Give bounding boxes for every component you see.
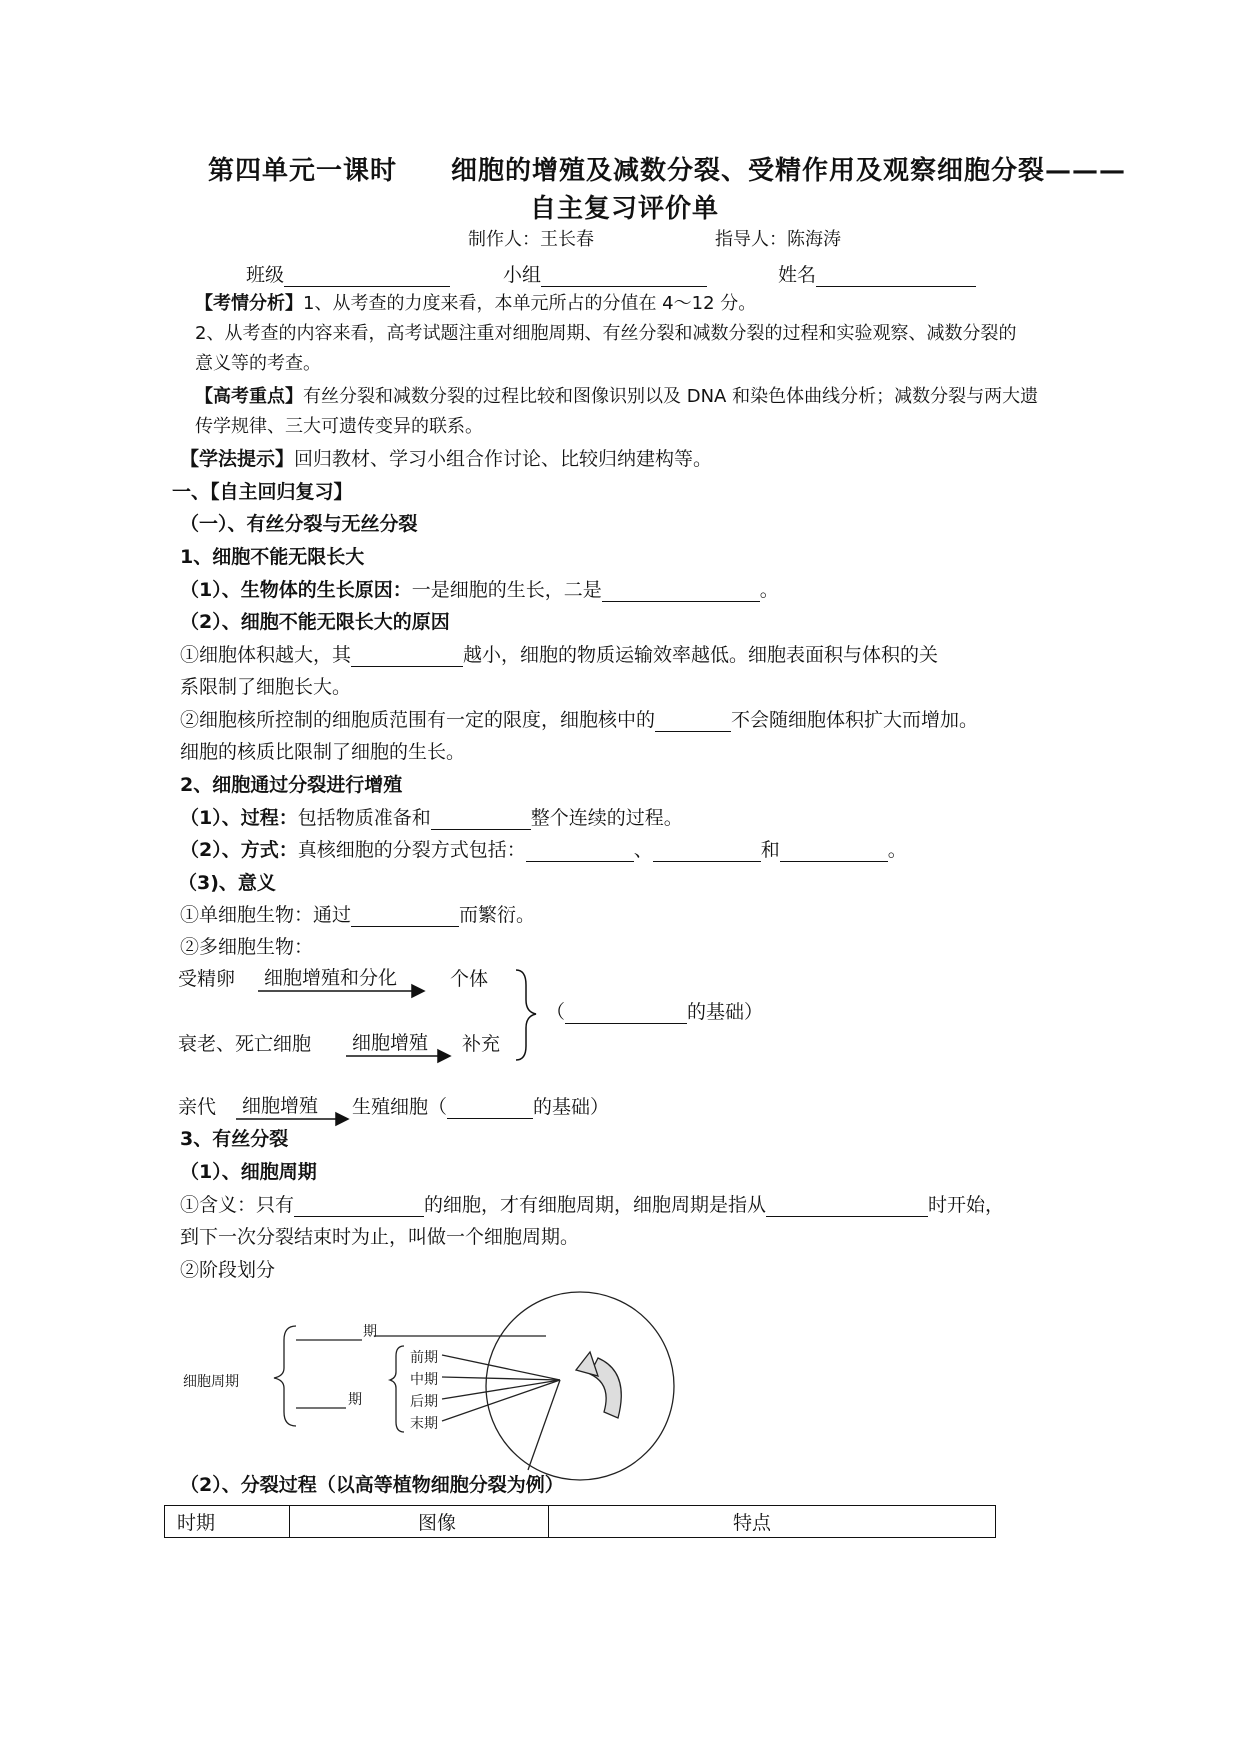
cycle-definition-cont: 到下一次分裂结束时为止，叫做一个细胞周期。 [180,1226,580,1248]
replenish-label: 补充 [462,1033,501,1055]
parent-label: 亲代 [178,1096,217,1118]
cycle-label: 细胞周期 [183,1374,239,1390]
growth-reason-text: 一是细胞的生长，二是 [411,579,602,601]
interphase-suffix: 期 [363,1324,377,1340]
arrow-label-proliferation-1: 细胞增殖 [352,1032,429,1054]
anaphase-pointer [442,1380,560,1399]
arrow-head-2 [438,1050,450,1062]
heading-3: 3、有丝分裂 [180,1128,289,1150]
arrow-label-proliferation-2: 细胞增殖 [242,1095,319,1117]
paragraph-nucleus-text-b: 不会随细胞体积扩大而增加。 [731,709,979,731]
paren-open: （ [546,1001,566,1023]
individual-label: 个体 [450,968,489,990]
heading-1-2: （2）、细胞不能无限长大的原因 [180,611,450,633]
heading-1: 1、细胞不能无限长大 [180,546,365,568]
telophase-pointer [442,1380,560,1421]
heading-3-1: （1）、细胞周期 [180,1161,317,1183]
exam-analysis-2: 2、从考查的内容来看，高考试题注重对细胞周期、有丝分裂和减数分裂的过程和实验观察、减数分裂的 [195,323,1017,344]
table-header-image: 图像 [290,1506,549,1538]
author: 制作人：王长春 [468,229,594,250]
arrow-head-3 [336,1113,348,1125]
growth-reason-label: （1）、生物体的生长原因： [180,579,412,601]
basis-text: 的基础） [687,1001,764,1023]
metaphase-pointer [442,1377,560,1380]
table-header-row [165,1506,996,1538]
exam-key-points-2: 传学规律、三大可遗传变异的联系。 [195,416,483,437]
cycle-def-text-a: ①含义：只有 [180,1194,295,1216]
and-word: 和 [760,839,780,861]
paragraph-volume-text-a: ①细胞体积越大，其 [180,644,352,666]
table-header-features: 特点 [549,1506,996,1538]
paragraph-nucleus-cont: 细胞的核质比限制了细胞的生长。 [180,741,466,763]
page-title-line1: 第四单元一课时 细胞的增殖及减数分裂、受精作用及观察细胞分裂——— [208,156,1127,186]
tag-key-points: 【高考重点】 [195,386,303,407]
zygote-label: 受精卵 [178,968,236,990]
cycle-circle [486,1292,674,1480]
cycle-def-text-b: 的细胞，才有细胞周期，细胞周期是指从 [424,1194,767,1216]
exam-analysis-text-1: 1、从考查的力度来看，本单元所占的分值在 4～12 分。 [303,293,757,314]
tag-exam-analysis: 【考情分析】 [195,293,303,314]
division-phase-suffix: 期 [348,1392,362,1408]
phase-brace [390,1346,404,1432]
arrow-label-proliferation-differentiation: 细胞增殖和分化 [264,967,398,989]
telophase-label: 末期 [410,1416,438,1432]
paragraph-nucleus-text-a: ②细胞核所控制的细胞质范围有一定的限度，细胞核中的 [180,709,656,731]
key-points-text: 有丝分裂和减数分裂的过程比较和图像识别以及 DNA 和染色体曲线分析；减数分裂与两大遗 [303,386,1039,407]
stage-division: ②阶段划分 [180,1259,276,1281]
heading-2: 2、细胞通过分裂进行增殖 [180,774,403,796]
metaphase-label: 中期 [410,1372,438,1388]
group-label: 小组 [503,264,542,286]
prophase-pointer [442,1355,560,1380]
cell-cycle-figure [274,1292,674,1480]
anaphase-label: 后期 [410,1394,438,1410]
heading-3-2: （2）、分裂过程（以高等植物细胞分裂为例） [180,1474,564,1496]
tag-study-method: 【学法提示】 [180,448,295,470]
study-method-text: 回归教材、学习小组合作讨论、比较归纳建构等。 [294,448,713,470]
page-title-line2: 自主复习评价单 [530,194,720,224]
cycle-def-text-c: 时开始， [928,1194,1005,1216]
class-label: 班级 [246,264,285,286]
cycle-brace [274,1326,296,1426]
separator: 、 [633,839,653,861]
prophase-label: 前期 [410,1350,438,1366]
germ-cell-text: 生殖细胞（ [352,1096,448,1118]
advisor: 指导人：陈海涛 [715,229,841,250]
period: 。 [759,579,779,601]
germ-cell-basis: 的基础） [533,1096,610,1118]
unicellular-text-a: ①单细胞生物：通过 [180,904,352,926]
section-1-heading: 一、【自主回归复习】 [172,481,353,503]
right-brace [516,970,536,1060]
heading-2-3: （3)、意义 [178,872,276,894]
paragraph-volume-cont: 系限制了细胞长大。 [180,676,352,698]
exam-analysis-3: 意义等的考查。 [195,353,321,374]
process-text-end: 整个连续的过程。 [530,807,683,829]
paragraph-volume-text-b: 越小，细胞的物质运输效率越低。细胞表面积与体积的关 [463,644,939,666]
method-text: 真核细胞的分裂方式包括： [297,839,526,861]
method-label: （2）、方式： [180,839,298,861]
table-header-period: 时期 [165,1506,290,1538]
division-process-table [164,1505,996,1538]
process-text: 包括物质准备和 [297,807,431,829]
process-label: （1）、过程： [180,807,298,829]
unicellular-text-b: 而繁衍。 [459,904,536,926]
arrow-head-1 [412,985,424,997]
period: 。 [887,839,907,861]
name-label: 姓名 [778,264,817,286]
aging-cells-label: 衰老、死亡细胞 [178,1033,312,1055]
section-1-1-heading: （一）、有丝分裂与无丝分裂 [180,513,418,535]
multicellular-line: ②多细胞生物： [180,936,314,958]
boundary-line [528,1380,560,1470]
